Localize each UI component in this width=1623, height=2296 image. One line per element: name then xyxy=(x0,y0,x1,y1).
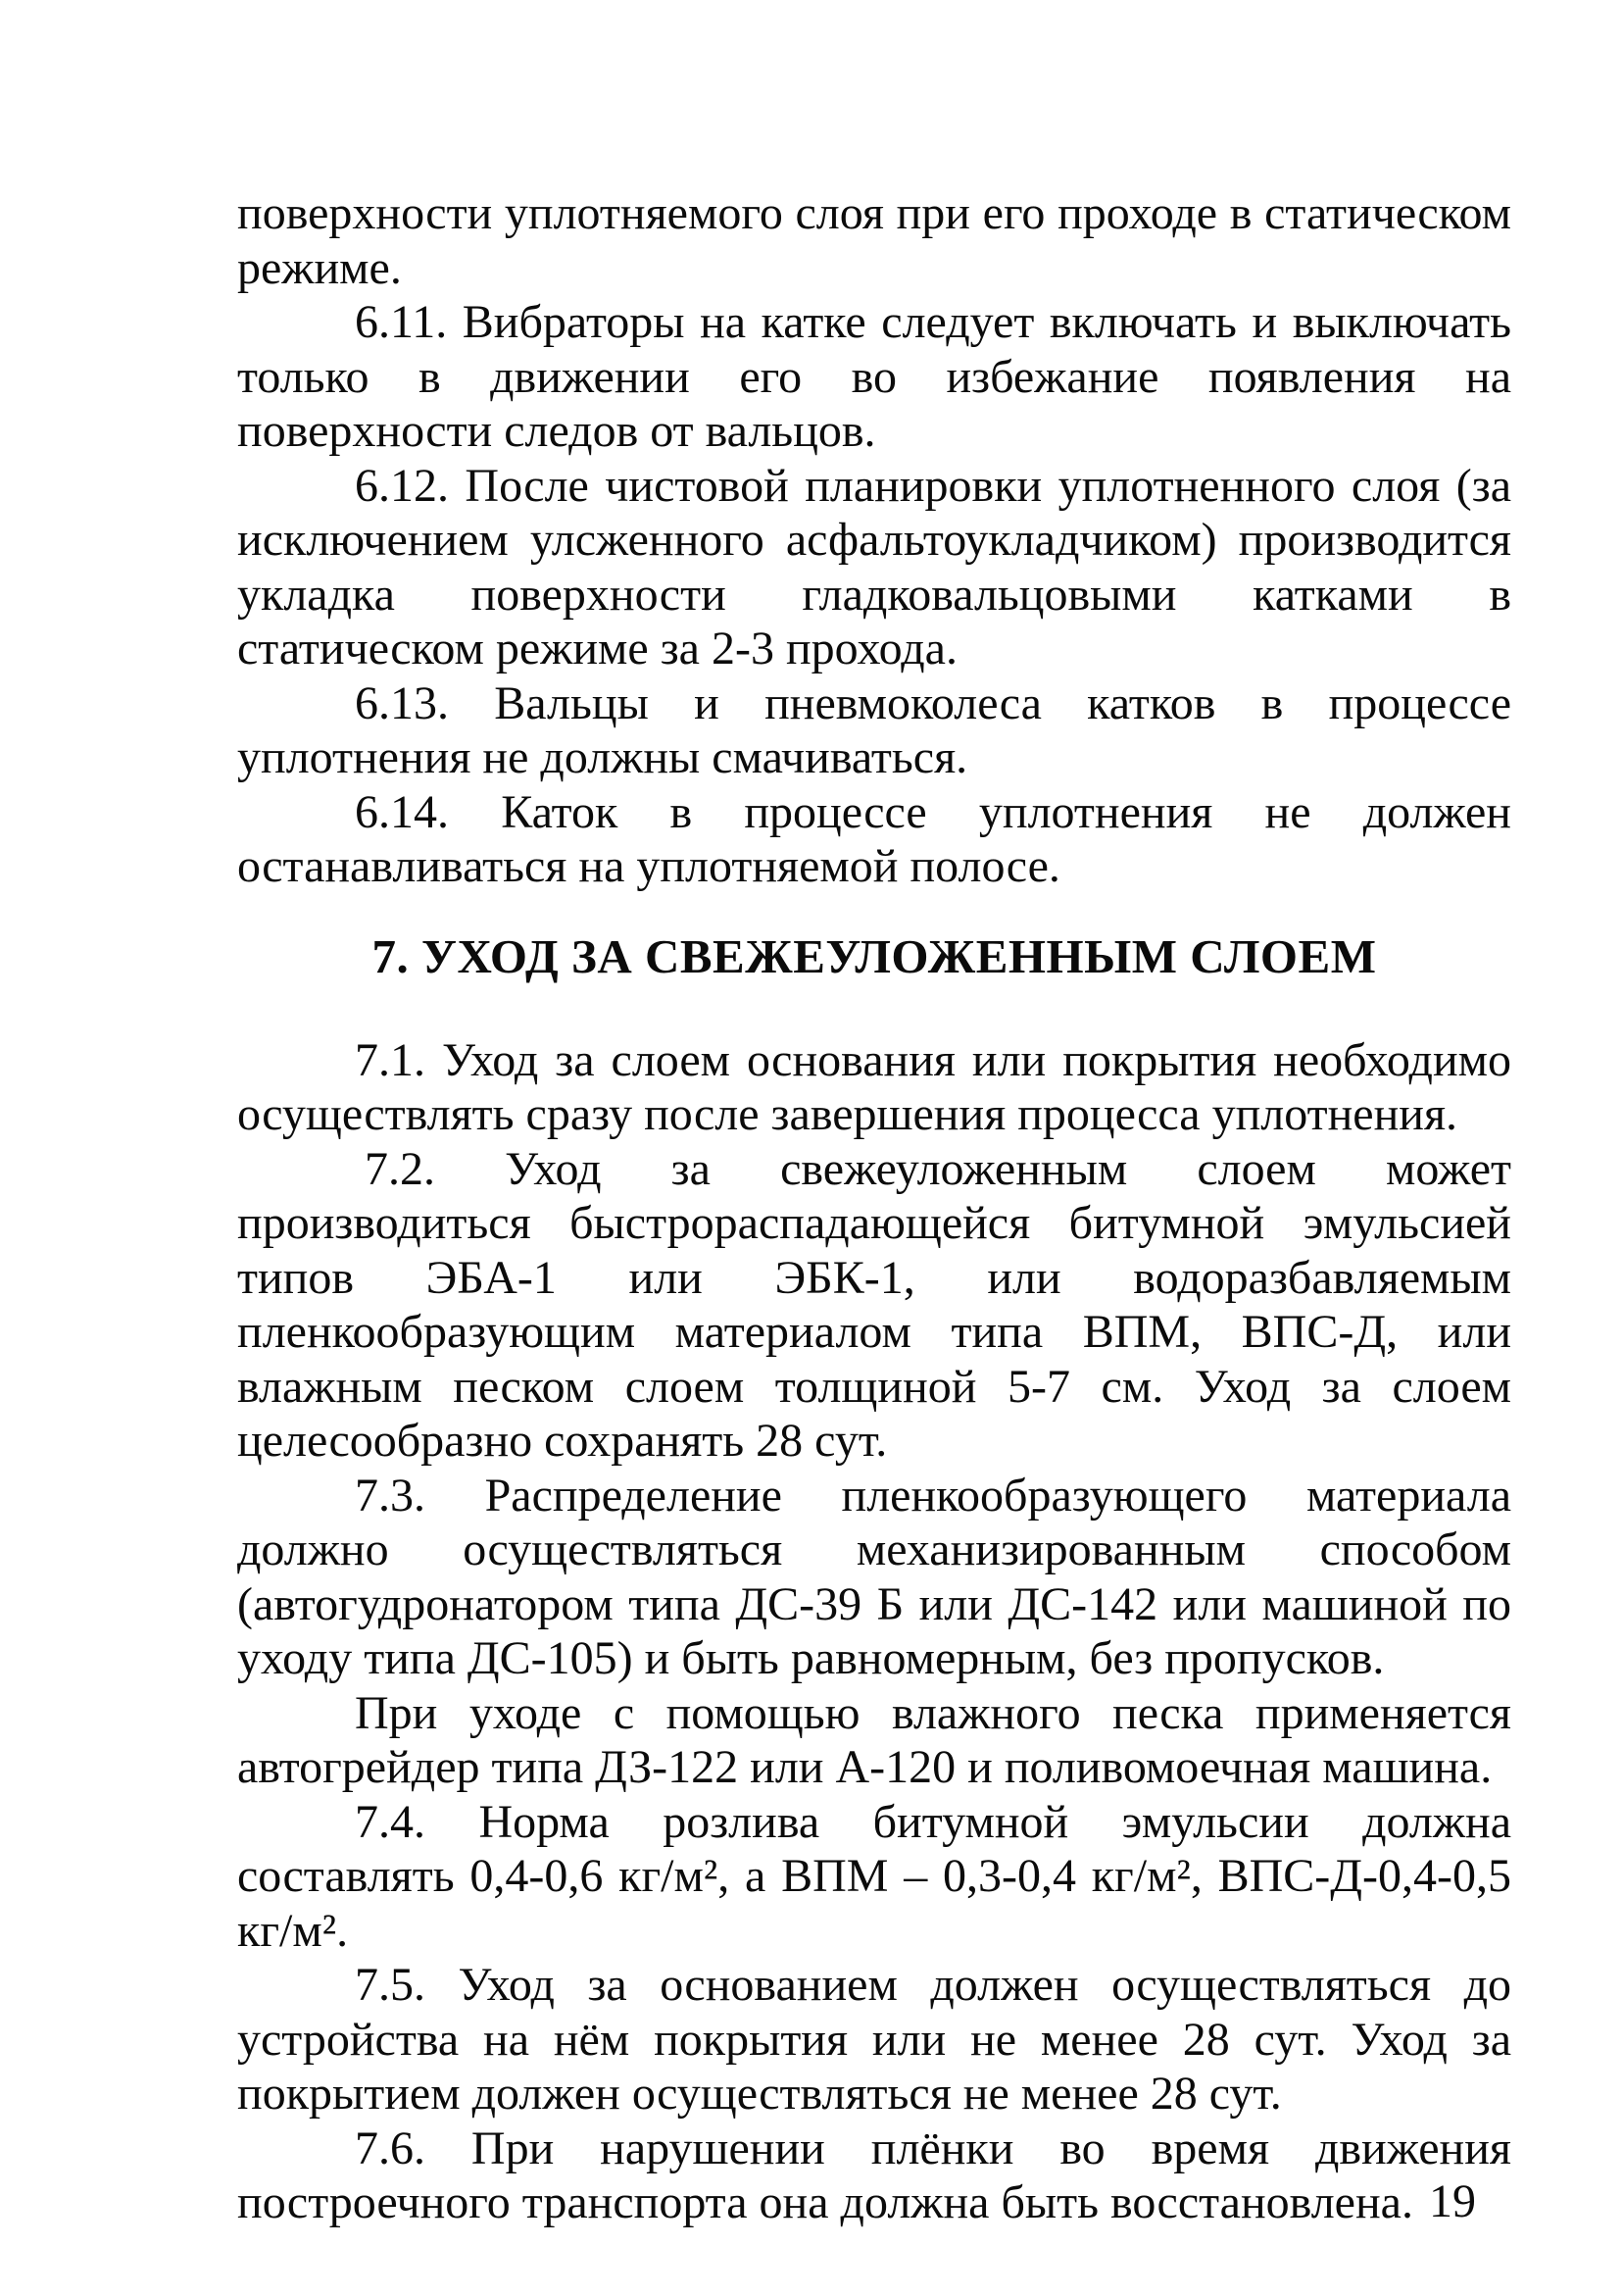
paragraph-7-3-note: При уходе с помощью влажного песка применяется автогрейдер типа ДЗ-122 или А-120 и поливомоечная машина. xyxy=(237,1686,1511,1793)
paragraph-7-3: 7.3. Распределение пленкообразующего материала должно осуществляться механизированным способом (автогудронатором типа ДС-39 Б или ДС-142 или машиной по уходу типа ДС-105) и быть равномерным, без пропусков. xyxy=(237,1469,1511,1684)
paragraph-7-5: 7.5. Уход за основанием должен осуществляться до устройства на нём покрытия или не менее 28 сут. Уход за покрытием должен осуществляться не менее 28 сут. xyxy=(237,1959,1511,2120)
paragraph-7-4: 7.4. Норма розлива битумной эмульсии должна составлять 0,4-0,6 кг/м², а ВПМ – 0,3-0,4 кг/м², ВПС-Д-0,4-0,5 кг/м². xyxy=(237,1795,1511,1957)
paragraph-7-1: 7.1. Уход за слоем основания или покрытия необходимо осуществлять сразу после завершения процесса уплотнения. xyxy=(237,1033,1511,1140)
paragraph-6-11: 6.11. Вибраторы на катке следует включать и выключать только в движении его во избежание появления на поверхности следов от вальцов. xyxy=(237,296,1511,457)
paragraph-6-12: 6.12. После чистовой планировки уплотненного слоя (за исключением улсженного асфальтоукладчиком) производится укладка поверхности гладковальцовыми катками в статическом режиме за 2-3 прохода. xyxy=(237,459,1511,674)
paragraph-6-14: 6.14. Каток в процессе уплотнения не должен останавливаться на уплотняемой полосе. xyxy=(237,785,1511,892)
page-number: 19 xyxy=(1429,2175,1476,2227)
paragraph-7-2: 7.2. Уход за свежеуложенным слоем может производиться быстрораспадающейся битумной эмульсией типов ЭБА-1 или ЭБК-1, или водоразбавляемым пленкообразующим материалом типа ВПМ, ВПС-Д, или влажным песком слоем толщиной 5-7 см. Уход за слоем целесообразно сохранять 28 сут. xyxy=(237,1142,1511,1467)
page-content xyxy=(237,186,1511,2230)
paragraph-7-6: 7.6. При нарушении плёнки во время движения построечного транспорта она должна быть восстановлена. xyxy=(237,2121,1511,2228)
paragraph-6-13: 6.13. Вальцы и пневмоколеса катков в процессе уплотнения не должны смачиваться. xyxy=(237,676,1511,783)
section-heading: 7. УХОД ЗА СВЕЖЕУЛОЖЕННЫМ СЛОЕМ xyxy=(371,928,1377,983)
paragraph-continuation: поверхности уплотняемого слоя при его проходе в статическом режиме. xyxy=(237,187,1511,294)
